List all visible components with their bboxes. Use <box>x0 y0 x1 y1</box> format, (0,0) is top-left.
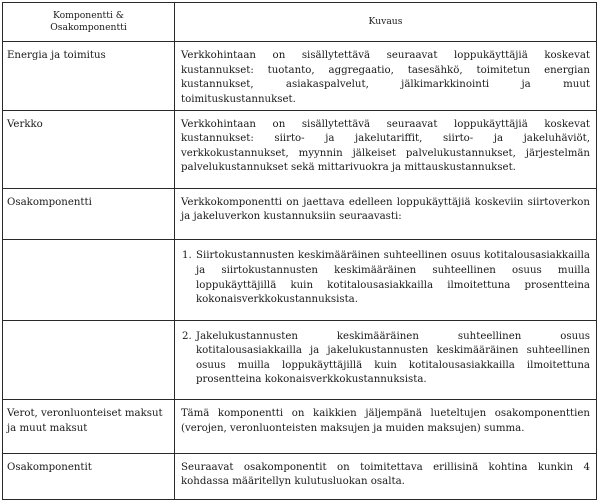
component-cell: Energia ja toimitus <box>3 42 175 110</box>
description-cell: Seuraavat osakomponentit on toimitettava erillisinä kohtina kunkin 4 kohdassa määritellyn kulutusluokan osalta. <box>175 453 597 499</box>
list-item-text: Jakelukustannusten keskimääräinen suhteellinen osuus kotitalousasiakkailla ja jakelukustannusten keskimääräinen suhteellinen osuus muilla loppukäyttäjillä kuin kotitalousasiakkailla ilmoitettuna prosentteina kokonaisverkkokustannuksista. <box>196 330 590 386</box>
table-row <box>3 400 597 454</box>
description-cell: Verkkokomponentti on jaettava edelleen loppukäyttäjiä koskeviin siirtoverkon ja jakeluverkon kustannuksiin seuraavasti: <box>175 188 597 240</box>
component-cell: Verkko <box>3 110 175 188</box>
description-cell <box>175 320 597 399</box>
component-cell <box>3 320 175 399</box>
header-description: Kuvaus <box>175 3 597 42</box>
table-row <box>3 42 597 110</box>
header-component-line2: Osakomponentti <box>50 22 127 34</box>
header-component-line1: Komponentti & <box>53 10 124 22</box>
table-row <box>3 240 597 320</box>
description-cell <box>175 240 597 320</box>
component-cell: Osakomponentit <box>3 453 175 499</box>
header-component <box>3 3 175 42</box>
table-header-row <box>3 3 597 42</box>
component-cell: Verot, veronluonteiset maksut ja muut maksut <box>3 400 175 454</box>
components-table <box>2 2 597 500</box>
table-row <box>3 453 597 499</box>
description-cell: Tämä komponentti on kaikkien jäljempänä lueteltujen osakomponenttien (verojen, veronluonteisten maksujen ja muiden maksujen) summa. <box>175 400 597 454</box>
component-cell <box>3 240 175 320</box>
table-row <box>3 188 597 240</box>
component-cell: Osakomponentti <box>3 188 175 240</box>
description-cell: Verkkohintaan on sisällytettävä seuraavat loppukäyttäjiä koskevat kustannukset: siirto- ja jakelutariffit, siirto- ja jakeluhäviöt, verkkokustannukset, myynnin jälkeiset palvelukustannukset, järjestelmän palvelukustannukset sekä mittarivuokra ja mittauskustannukset. <box>175 110 597 188</box>
table-row <box>3 320 597 399</box>
list-item-number: 2. <box>182 330 192 342</box>
list-item-text: Siirtokustannusten keskimääräinen suhteellinen osuus kotitalousasiakkailla ja siirtokustannusten keskimääräinen suhteellinen osuus muilla loppukäyttäjillä kuin kotitalousasiakkailla ilmoitettuna prosentteina kokonaisverkkokustannuksista. <box>196 250 590 306</box>
list-item <box>181 330 590 388</box>
list-item-number: 1. <box>182 250 192 262</box>
table-row <box>3 110 597 188</box>
list-item <box>181 249 590 307</box>
description-cell: Verkkohintaan on sisällytettävä seuraavat loppukäyttäjiä koskevat kustannukset: tuotanto, aggregaatio, tasesähkö, toimitetun energian kustannukset, asiakaspalvelut, jälkimarkkinointi ja muut toimituskustannukset. <box>175 42 597 110</box>
